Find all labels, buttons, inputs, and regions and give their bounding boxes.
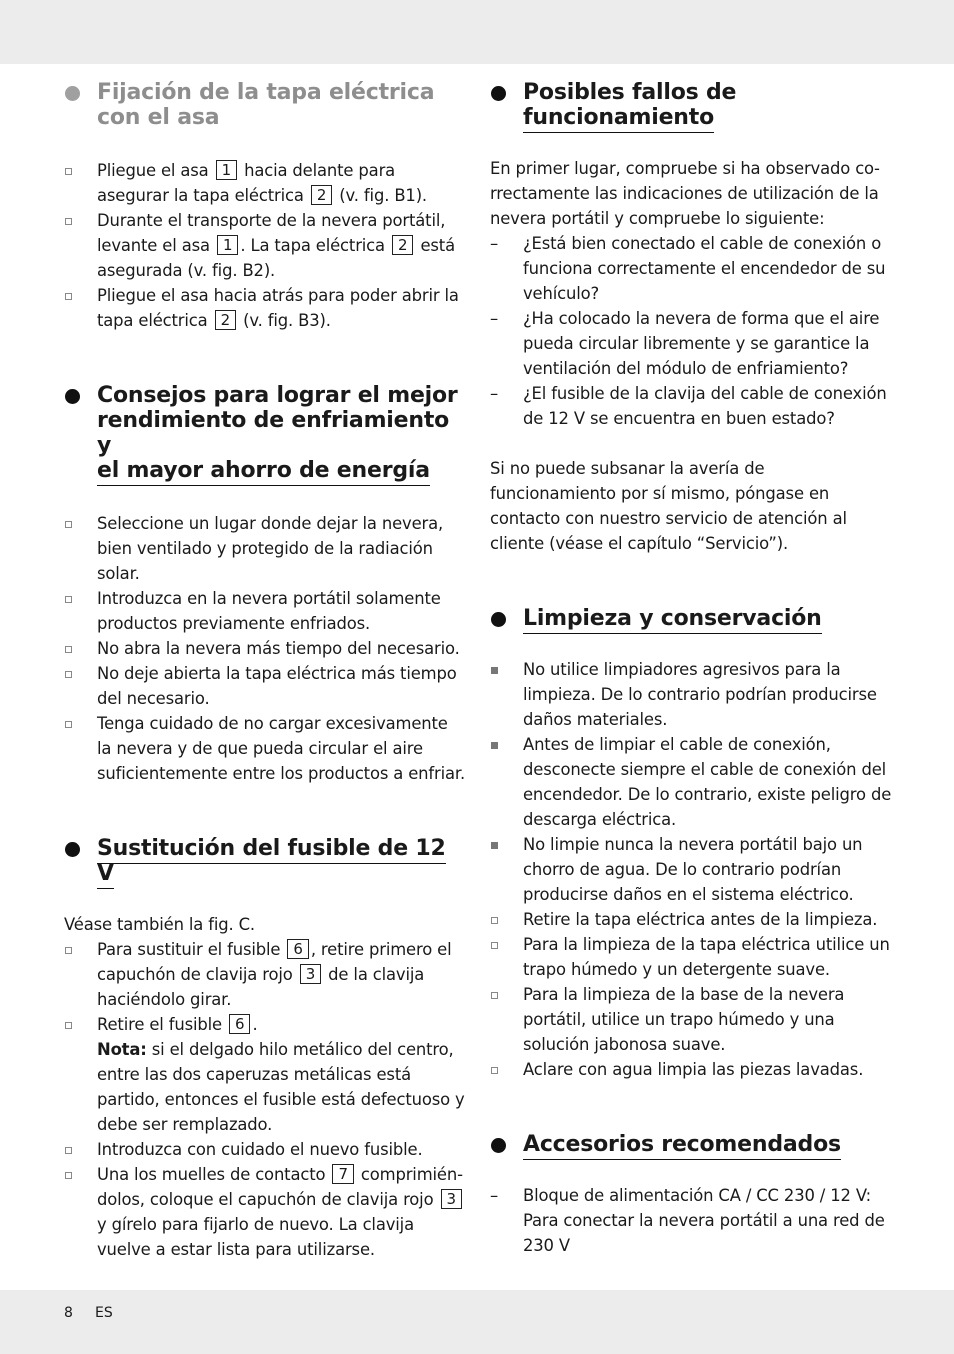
page-number: 8 xyxy=(64,1305,73,1321)
list-item: Retire el fusible 6 . Nota: si el delgado hilo metálico del centro, entre las dos caperuzas metálicas está partido, entonces el fusible está defectuoso y debe ser remplazado. xyxy=(64,1012,466,1137)
list-item: Tenga cuidado de no cargar excesivamente la nevera y de que pueda circular el aire suficientemente entre los productos a enfriar. xyxy=(64,711,466,786)
part-number: 3 xyxy=(300,964,321,984)
square-bullet-icon xyxy=(65,646,72,653)
list-item: Introduzca en la nevera portátil solamente productos previamente enfriados. xyxy=(64,586,466,636)
section-limpieza xyxy=(490,606,892,1082)
list-item: Retire la tapa eléctrica antes de la limpieza. xyxy=(490,907,892,932)
square-bullet-icon xyxy=(65,293,72,300)
part-number: 6 xyxy=(229,1014,250,1034)
list-item: Aclare con agua limpia las piezas lavadas. xyxy=(490,1057,892,1082)
square-bullet-icon xyxy=(65,1147,72,1154)
square-bullet-icon xyxy=(491,942,498,949)
list-item: Una los muelles de contacto 7 comprimiéndolos, coloque el capuchón de clavija rojo 3 y gírelo para fijarlo de nuevo. La clavija vuelve a estar lista para utilizarse. xyxy=(64,1162,466,1262)
dash-bullet: – xyxy=(490,234,499,253)
list-fijacion xyxy=(64,158,466,333)
paragraph: Si no puede subsanar la avería de funcionamiento por sí mismo, póngase en contacto con nuestro servicio de atención al cliente (véase el capítulo “Servicio”). xyxy=(490,459,847,553)
heading-bullet-icon xyxy=(491,86,506,101)
list-item: – ¿Ha colocado la nevera de forma que el aire pueda circular libremente y se garantice la ventilación del módulo de enfriamiento? xyxy=(490,306,892,381)
part-number: 1 xyxy=(217,235,238,255)
part-number: 2 xyxy=(392,235,413,255)
list-item: Para la limpieza de la base de la nevera portátil, utilice un trapo húmedo y una solución jabonosa suave. xyxy=(490,982,892,1057)
square-bullet-icon xyxy=(65,1022,72,1029)
square-bullet-icon xyxy=(65,1172,72,1179)
list-item: – Bloque de alimentación CA / CC 230 / 12 V: Para conectar la nevera portátil a una red de 230 V xyxy=(490,1183,892,1258)
dash-bullet: – xyxy=(490,384,499,403)
list-item: No limpie nunca la nevera portátil bajo un chorro de agua. De lo contrario podrían producirse daños en el sistema eléctrico. xyxy=(490,832,892,907)
list-item: Para la limpieza de la tapa eléctrica utilice un trapo húmedo y un detergente suave. xyxy=(490,932,892,982)
heading-line: Fijación de la tapa eléctrica xyxy=(97,80,435,105)
square-bullet-icon xyxy=(65,218,72,225)
list-item: No deje abierta la tapa eléctrica más tiempo del necesario. xyxy=(64,661,466,711)
dash-bullet: – xyxy=(490,309,499,328)
list-item: – ¿Está bien conectado el cable de conexión o funciona correctamente el encendedor de su vehículo? xyxy=(490,231,892,306)
heading-consejos: Consejos para lograr el mejor rendimiento de enfriamiento y el mayor ahorro de energía xyxy=(64,383,466,483)
part-number: 7 xyxy=(332,1164,353,1184)
paragraph: Véase también la fig. C. xyxy=(64,915,255,934)
section-consejos xyxy=(64,383,466,786)
heading-bullet-icon xyxy=(491,612,506,627)
heading-fijacion xyxy=(64,80,466,130)
heading-bullet-icon xyxy=(491,1138,506,1153)
footer-band xyxy=(0,1290,954,1354)
header-band xyxy=(0,0,954,64)
section-fusible xyxy=(64,836,466,1262)
paragraph: En primer lugar, compruebe si ha observado correctamente las indicaciones de utilización de la nevera portátil y compruebe lo siguiente: xyxy=(490,159,880,228)
list-item: No utilice limpiadores agresivos para la limpieza. De lo contrario podrían producirse daños materiales. xyxy=(490,657,892,732)
heading-fusible: Sustitución del fusible de 12 V xyxy=(64,836,466,886)
section-fallos xyxy=(490,80,892,556)
list-item: Seleccione un lugar donde dejar la nevera, bien ventilado y protegido de la radiación solar. xyxy=(64,511,466,586)
square-bullet-icon xyxy=(491,1067,498,1074)
square-bullet-icon xyxy=(65,521,72,528)
heading-bullet-icon xyxy=(65,842,80,857)
list-item: Pliegue el asa hacia atrás para poder abrir la tapa eléctrica 2 (v. fig. B3). xyxy=(64,283,466,333)
square-bullet-icon xyxy=(65,168,72,175)
heading-limpieza: Limpieza y conservación xyxy=(490,606,892,631)
list-item: No abra la nevera más tiempo del necesario. xyxy=(64,636,466,661)
language-code: ES xyxy=(95,1305,113,1321)
warning-square-icon xyxy=(491,667,498,674)
heading-accesorios: Accesorios recomendados xyxy=(490,1132,892,1157)
note-text: si el delgado hilo metálico del centro, entre las dos caperuzas metálicas está partido, entonces el fusible está defectuoso y debe ser remplazado. xyxy=(97,1040,465,1134)
section-accesorios xyxy=(490,1132,892,1258)
heading-bullet-icon xyxy=(65,86,80,101)
warning-square-icon xyxy=(491,742,498,749)
list-item: Pliegue el asa 1 hacia delante para asegurar la tapa eléctrica 2 (v. fig. B1). xyxy=(64,158,466,208)
list-limpieza xyxy=(490,657,892,1082)
list-fusible xyxy=(64,937,466,1262)
list-consejos xyxy=(64,511,466,786)
heading-bullet-icon xyxy=(65,389,80,404)
list-item: Durante el transporte de la nevera portátil, levante el asa 1 . La tapa eléctrica 2 está asegurada (v. fig. B2). xyxy=(64,208,466,283)
list-item: Introduzca con cuidado el nuevo fusible. xyxy=(64,1137,466,1162)
part-number: 2 xyxy=(215,310,236,330)
square-bullet-icon xyxy=(491,992,498,999)
note-label: Nota: xyxy=(97,1040,147,1059)
part-number: 2 xyxy=(311,185,332,205)
list-item: – ¿El fusible de la clavija del cable de conexión de 12 V se encuentra en buen estado? xyxy=(490,381,892,431)
section-fijacion xyxy=(64,80,466,333)
list-fallos xyxy=(490,231,892,431)
list-item: Para sustituir el fusible 6 , retire primero el capuchón de clavija rojo 3 de la clavija haciéndolo girar. xyxy=(64,937,466,1012)
right-column xyxy=(490,80,892,1258)
square-bullet-icon xyxy=(65,671,72,678)
square-bullet-icon xyxy=(65,947,72,954)
part-number: 1 xyxy=(216,160,237,180)
left-column xyxy=(64,80,466,1262)
square-bullet-icon xyxy=(65,596,72,603)
list-accesorios xyxy=(490,1183,892,1258)
heading-fallos: Posibles fallos de funcionamiento xyxy=(490,80,892,130)
list-item: Antes de limpiar el cable de conexión, desconecte siempre el cable de conexión del encendedor. De lo contrario, existe peligro de descarga eléctrica. xyxy=(490,732,892,832)
square-bullet-icon xyxy=(491,917,498,924)
heading-line: con el asa xyxy=(97,105,220,130)
square-bullet-icon xyxy=(65,721,72,728)
warning-square-icon xyxy=(491,842,498,849)
part-number: 6 xyxy=(287,939,308,959)
part-number: 3 xyxy=(441,1189,462,1209)
dash-bullet: – xyxy=(490,1186,499,1205)
